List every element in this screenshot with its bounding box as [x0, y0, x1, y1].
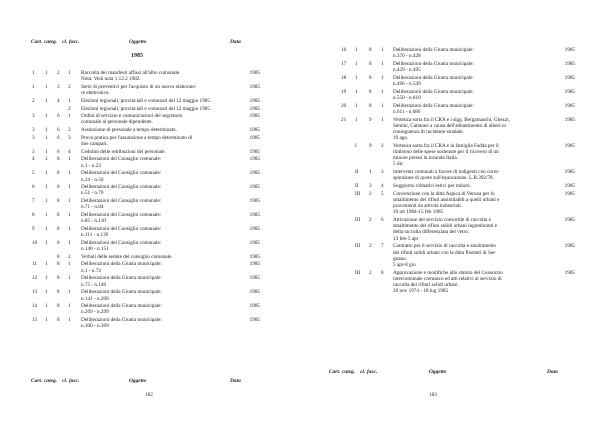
fasc-cell: 4 — [381, 183, 384, 190]
table-row — [32, 197, 260, 211]
table-row — [341, 141, 575, 167]
categ-cell: 1 — [45, 83, 48, 90]
fasc-cell: 1 — [381, 116, 384, 123]
col-categ-label: categ. — [44, 378, 58, 384]
cl-cell: 9 — [369, 116, 372, 123]
cart-cell: 3 — [32, 148, 35, 155]
cl-cell: 8 — [57, 225, 60, 232]
table-row — [32, 252, 260, 260]
cl-cell: 2 — [57, 70, 60, 76]
data-cell: 1985 — [249, 127, 260, 134]
fasc-cell: 2 — [381, 142, 384, 149]
left-records-table — [32, 70, 260, 330]
categ-cell: I — [355, 142, 357, 149]
cart-cell: 3 — [32, 134, 35, 141]
fasc-cell: 1 — [68, 239, 71, 246]
fasc-cell: 3 — [381, 169, 384, 176]
cl-cell: 1 — [369, 169, 372, 176]
cart-cell: 1 — [32, 70, 35, 76]
table-row — [32, 169, 260, 183]
fasc-cell: 1 — [381, 74, 384, 81]
cart-cell — [341, 168, 355, 182]
categ-cell: III — [355, 269, 361, 276]
table-row — [32, 211, 260, 225]
cl-cell: 8 — [57, 289, 60, 296]
data-cell: 1985 — [564, 183, 575, 190]
categ-cell: III — [355, 217, 361, 224]
categ-cell: 1 — [45, 239, 48, 246]
oggetto-cell: Deliberazioni del Consiglio comunale: n.111 - n.139 — [81, 225, 162, 239]
cart-cell: 6 — [32, 184, 35, 191]
table-row — [32, 238, 260, 252]
fasc-cell: 2 — [68, 127, 71, 134]
cl-cell: 8 — [57, 275, 60, 282]
data-cell: 1985 — [564, 88, 575, 95]
cl-cell: 8 — [57, 212, 60, 219]
oggetto-cell: Attivazione del servizio consortile di raccolta e smaltimento dei rifiuti solidi urbani ingombranti e della raccolta differenziata del vetro. 13 feb-5 apr — [393, 217, 498, 242]
oggetto-cell: Interventi comunali a favore di indigenti con corre- sponsione di quote sull'equocanone, L.R.392/78. — [393, 169, 500, 182]
cl-cell: 8 — [369, 60, 372, 67]
cl-cell: 6 — [57, 134, 60, 141]
oggetto-cell: Elezioni regionali, provinciali e comunali del 12 maggio 1985 — [81, 97, 210, 104]
table-row — [32, 302, 260, 316]
fasc-cell: 1 — [68, 156, 71, 163]
oggetto-cell: Deliberazioni della Giunta municipale: n.75 - n.140 — [81, 275, 162, 288]
table-row — [341, 73, 575, 87]
categ-cell: 1 — [45, 148, 48, 155]
year-title: 1985 — [131, 53, 143, 59]
categ-cell: 1 — [45, 113, 48, 120]
data-cell: 1985 — [249, 134, 260, 141]
table-row — [341, 59, 575, 73]
fasc-cell: 2 — [68, 105, 71, 112]
table-row — [32, 70, 260, 82]
data-cell: 1985 — [564, 217, 575, 224]
data-cell: 1985 — [249, 83, 260, 90]
fasc-cell: 2 — [68, 83, 71, 90]
data-cell: 1985 — [564, 142, 575, 149]
table-row — [341, 182, 575, 190]
table-row — [32, 82, 260, 96]
cl-cell: 8 — [369, 102, 372, 109]
fasc-cell: 1 — [68, 198, 71, 205]
oggetto-cell: Deliberazioni del Consiglio comunale: n.85 - n.110 — [81, 212, 162, 225]
cart-cell: 7 — [32, 198, 35, 205]
cl-cell: 2 — [369, 243, 372, 250]
oggetto-cell: Serie di preventivi per l'acquisto di un nuovo elaborato- re elettronico. — [81, 83, 197, 97]
cart-cell: 13 — [32, 289, 38, 296]
data-cell: 1985 — [564, 102, 575, 109]
cl-cell: 9 — [369, 142, 372, 149]
table-row — [341, 115, 575, 141]
fasc-cell: 1 — [381, 88, 384, 95]
fasc-cell: 1 — [68, 289, 71, 296]
col-cart-label: Cart. — [31, 378, 43, 384]
data-cell: 1985 — [249, 184, 260, 191]
data-cell: 1985 — [249, 289, 260, 296]
fasc-cell: 7 — [381, 243, 384, 250]
table-row — [32, 112, 260, 126]
table-row — [341, 47, 575, 59]
cl-cell: 2 — [369, 217, 372, 224]
cart-cell — [341, 182, 355, 190]
categ-cell — [45, 104, 57, 112]
fasc-cell: 1 — [68, 317, 71, 324]
categ-cell: 1 — [45, 289, 48, 296]
col-cart-label: Cart. — [329, 369, 341, 375]
oggetto-cell: Verbali delle sedute del consiglio comunale. — [81, 253, 173, 260]
data-cell: 1985 — [564, 47, 575, 53]
table-row — [341, 242, 575, 268]
col-oggetto-label: Oggetto — [429, 369, 447, 375]
cl-cell: 8 — [57, 317, 60, 324]
data-cell: 1985 — [249, 105, 260, 112]
cart-cell: 2 — [32, 97, 35, 104]
table-row — [341, 268, 575, 294]
cart-cell: 15 — [32, 317, 38, 324]
data-cell: 1985 — [249, 198, 260, 205]
cart-cell — [341, 242, 355, 268]
table-row — [32, 133, 260, 147]
right-records-table — [341, 47, 575, 295]
cl-cell: 8 — [57, 170, 60, 177]
oggetto-cell: Approvazione e modifiche allo statuto del Consorzio intercomunale cremasco ed atti relativi al servizio di raccolta dei rifiuti solidi urbani. 20 nov 1974 - 18 lug 1985 — [393, 269, 503, 295]
cl-cell: 3 — [369, 183, 372, 190]
table-row — [32, 104, 260, 112]
categ-cell: 1 — [45, 317, 48, 324]
cart-cell: 21 — [341, 116, 347, 123]
categ-cell: 1 — [45, 198, 48, 205]
oggetto-cell: Vertenza sorta fra il CRA e la famiglia Fadda per il rimborso delle spese sostenute per il ricovero di un minore presso la locanda Italia. 5 dic — [393, 142, 499, 168]
oggetto-cell: Deliberazioni della Giunta municipale: n.550 - n.610 — [393, 88, 474, 101]
cart-cell: 3 — [32, 113, 35, 120]
fasc-cell: 8 — [381, 269, 384, 276]
data-cell: 1985 — [249, 156, 260, 163]
data-cell: 1985 — [249, 275, 260, 282]
data-cell: 1985 — [249, 225, 260, 232]
categ-cell: 1 — [355, 74, 358, 81]
oggetto-cell: Deliberazioni della Giunta municipale: n.141 - n.208 — [81, 289, 162, 302]
oggetto-cell: Raccolta dei manifesti affissi all'albo comunale. Nota: Vedi nota 1.12.2 1982. — [81, 70, 181, 83]
cart-cell — [341, 216, 355, 242]
fasc-cell: 1 — [68, 113, 71, 120]
cart-cell: 8 — [32, 212, 35, 219]
data-cell: 1985 — [249, 303, 260, 310]
fasc-cell: 1 — [68, 225, 71, 232]
categ-cell: 1 — [45, 170, 48, 177]
cl-cell: 8 — [57, 303, 60, 310]
col-cl-label: cl. — [62, 39, 68, 45]
col-fasc-label: fasc. — [69, 378, 80, 384]
oggetto-cell: Contratto per il servizio di raccolta e smaltimento dei rifiuti solidi urbani con la ditta Paoletti di Ser- gnano. 5 apr-8 giu — [393, 243, 497, 268]
table-row — [32, 260, 260, 274]
cl-cell: 4 — [57, 97, 60, 104]
table-row — [32, 288, 260, 302]
col-data-label: Data — [230, 378, 241, 384]
fasc-cell: 1 — [68, 261, 71, 268]
oggetto-cell: Deliberazioni della Giunta municipale: n.611 - n.686 — [393, 102, 474, 115]
col-cl-label: cl. — [360, 369, 366, 375]
categ-cell: 1 — [355, 102, 358, 109]
cart-cell: 17 — [341, 60, 347, 67]
data-cell: 1985 — [249, 317, 260, 324]
fasc-cell: 1 — [381, 60, 384, 67]
categ-cell: 1 — [45, 156, 48, 163]
oggetto-cell: Ordini di servizio e comunicazioni del segretario comunale al personale dipendente. — [81, 113, 183, 126]
oggetto-cell: Elezioni regionali, provinciali e comunali del 12 maggio 1985 — [81, 105, 210, 112]
fasc-cell: 5 — [381, 190, 384, 197]
cart-cell: 20 — [341, 102, 347, 109]
categ-cell: 1 — [45, 127, 48, 134]
data-cell: 1985 — [249, 113, 260, 120]
cl-cell: 8 — [369, 47, 372, 53]
data-cell: 1985 — [564, 60, 575, 67]
cart-cell — [341, 268, 355, 294]
data-cell: 1985 — [564, 243, 575, 250]
data-cell: 1985 — [564, 169, 575, 176]
cart-cell: 12 — [32, 275, 38, 282]
categ-cell: 1 — [45, 225, 48, 232]
categ-cell: III — [355, 190, 361, 197]
cl-cell: 8 — [57, 239, 60, 246]
categ-cell: 1 — [45, 134, 48, 141]
table-row — [341, 101, 575, 115]
oggetto-cell: Deliberazioni del Consiglio comunale: n.140 - n.151 — [81, 239, 162, 253]
fasc-cell: 1 — [68, 170, 71, 177]
oggetto-cell: Deliberazioni della Giunta municipale: n.496 - n.549 — [393, 74, 474, 88]
data-cell: 1985 — [249, 170, 260, 177]
right-page — [300, 0, 600, 424]
table-row — [341, 168, 575, 182]
cl-cell: 3 — [57, 83, 60, 90]
fasc-cell: 2 — [68, 253, 71, 260]
oggetto-cell: Deliberazioni della Giunta municipale: n.429 - n.495 — [393, 60, 474, 74]
cl-cell: 2 — [369, 269, 372, 276]
oggetto-cell: Cedolini delle retribuzioni del personale. — [81, 148, 166, 155]
oggetto-cell: Prova pratica per l'assunzione a tempo determinato di due campari. — [81, 134, 193, 148]
table-row — [341, 216, 575, 242]
cl-cell: 6 — [57, 127, 60, 134]
oggetto-cell: Deliberazioni della Giunta municipale: n.209 - n.299 — [81, 303, 162, 316]
categ-cell: 1 — [45, 97, 48, 104]
categ-cell: 1 — [45, 70, 48, 76]
data-cell: 1985 — [249, 97, 260, 104]
data-cell: 1985 — [249, 148, 260, 155]
table-row — [341, 87, 575, 101]
oggetto-cell: Deliberazioni della Giunta municipale: n.370 - n.428 — [393, 47, 474, 60]
data-cell: 1985 — [249, 212, 260, 219]
table-row — [32, 96, 260, 104]
data-cell: 1985 — [249, 253, 260, 260]
categ-cell: 1 — [355, 116, 358, 123]
col-oggetto-label: Oggetto — [129, 39, 147, 45]
cl-cell: 8 — [369, 88, 372, 95]
cart-cell — [32, 252, 45, 260]
cart-cell: 10 — [32, 239, 38, 246]
oggetto-cell: Deliberazioni della Giunta municipale: n.1 - n.74 — [81, 261, 162, 274]
fasc-cell: 4 — [68, 148, 71, 155]
categ-cell: 1 — [355, 88, 358, 95]
data-cell: 1985 — [249, 239, 260, 246]
oggetto-cell: Vertenza sorta fra il CRA e i sigg. Bergamaschi, Ghezzi, Semini, Cattaneo a causa dell'abbattimento di alberi in conseguenza di incidente stradale. 19 ago. — [393, 116, 510, 142]
cart-cell — [341, 189, 355, 215]
cl-cell: 8 — [57, 198, 60, 205]
col-cart-label: Cart. — [31, 39, 43, 45]
cart-cell: 5 — [32, 170, 35, 177]
cart-cell — [341, 141, 355, 167]
col-fasc-label: fasc. — [69, 39, 80, 45]
table-row — [32, 126, 260, 134]
cart-cell: 3 — [32, 127, 35, 134]
categ-cell — [45, 252, 57, 260]
fasc-cell: 1 — [381, 47, 384, 53]
table-row — [32, 183, 260, 197]
fasc-cell: 1 — [381, 102, 384, 109]
cl-cell — [57, 104, 68, 112]
cl-cell: 6 — [57, 113, 60, 120]
data-cell: 1985 — [564, 190, 575, 197]
fasc-cell: 1 — [68, 303, 71, 310]
oggetto-cell: Deliberazioni del Consiglio comunale: n.51 - n.70 — [81, 184, 162, 197]
page-number: 183 — [429, 392, 437, 398]
col-oggetto-label: Oggetto — [129, 378, 147, 384]
cl-cell: 8 — [57, 261, 60, 268]
col-categ-label: categ. — [342, 369, 356, 375]
fasc-cell: 1 — [68, 184, 71, 191]
col-data-label: Data — [230, 39, 241, 45]
cart-cell: 9 — [32, 225, 35, 232]
table-row — [32, 316, 260, 330]
cart-cell: 16 — [341, 47, 347, 53]
cart-cell: 19 — [341, 88, 347, 95]
cart-cell: 4 — [32, 156, 35, 163]
cl-cell: 8 — [57, 253, 60, 260]
oggetto-cell: Assunzione di personale a tempo determinato. — [81, 127, 177, 134]
data-cell: 1985 — [249, 261, 260, 268]
fasc-cell: 1 — [68, 70, 71, 76]
col-data-label: Data — [547, 369, 558, 375]
categ-cell: 1 — [355, 60, 358, 67]
table-row — [32, 224, 260, 238]
table-row — [32, 147, 260, 155]
data-cell: 1985 — [564, 116, 575, 123]
cart-cell: 14 — [32, 303, 38, 310]
categ-cell: 1 — [45, 212, 48, 219]
fasc-cell: 6 — [381, 217, 384, 224]
cart-cell: 11 — [32, 261, 37, 268]
categ-cell: 1 — [355, 47, 358, 53]
cl-cell: 8 — [57, 184, 60, 191]
data-cell: 1985 — [564, 74, 575, 81]
page-number: 182 — [145, 392, 153, 398]
fasc-cell: 1 — [68, 275, 71, 282]
data-cell: 1985 — [564, 269, 575, 276]
fasc-cell: 3 — [68, 134, 71, 141]
oggetto-cell: Soggiorno climatici estivi per minori. — [393, 183, 471, 190]
cart-cell — [32, 104, 45, 112]
oggetto-cell: Deliberazioni del Consiglio comunale: n.24 - n.50 — [81, 170, 162, 183]
oggetto-cell: Deliberazioni della Giunta municipale: n.300 - n.369 — [81, 317, 162, 330]
categ-cell: 1 — [45, 303, 48, 310]
cl-cell: 8 — [369, 74, 372, 81]
categ-cell: II — [355, 169, 359, 176]
categ-cell: II — [355, 183, 359, 190]
cart-cell: 18 — [341, 74, 347, 81]
oggetto-cell: Deliberazioni del Consiglio comunale: n.1 - n.23 — [81, 156, 162, 169]
fasc-cell: 1 — [68, 212, 71, 219]
categ-cell: III — [355, 243, 361, 250]
cl-cell: 2 — [369, 190, 372, 197]
cl-cell: 8 — [57, 156, 60, 163]
cart-cell: 1 — [32, 83, 35, 90]
categ-cell: 1 — [45, 275, 48, 282]
oggetto-cell: Convenzione con la ditta Aspica di Verona per lo smaltimento dei rifiuti assimilabili a quelli urbani e provenienti da attività industriali. 10 ott 1984-15 feb 1985 — [393, 190, 500, 216]
table-row — [341, 189, 575, 215]
table-row — [32, 155, 260, 169]
categ-cell: 1 — [45, 184, 48, 191]
table-row — [32, 274, 260, 288]
categ-cell: 1 — [45, 261, 48, 268]
data-cell: 1985 — [249, 70, 260, 76]
col-cl-label: cl. — [62, 378, 68, 384]
cl-cell: 6 — [57, 148, 60, 155]
oggetto-cell: Deliberazioni del Consiglio comunale: n.71 - n.84 — [81, 198, 162, 211]
fasc-cell: 1 — [68, 97, 71, 104]
col-categ-label: categ. — [44, 39, 58, 45]
col-fasc-label: fasc. — [367, 369, 378, 375]
